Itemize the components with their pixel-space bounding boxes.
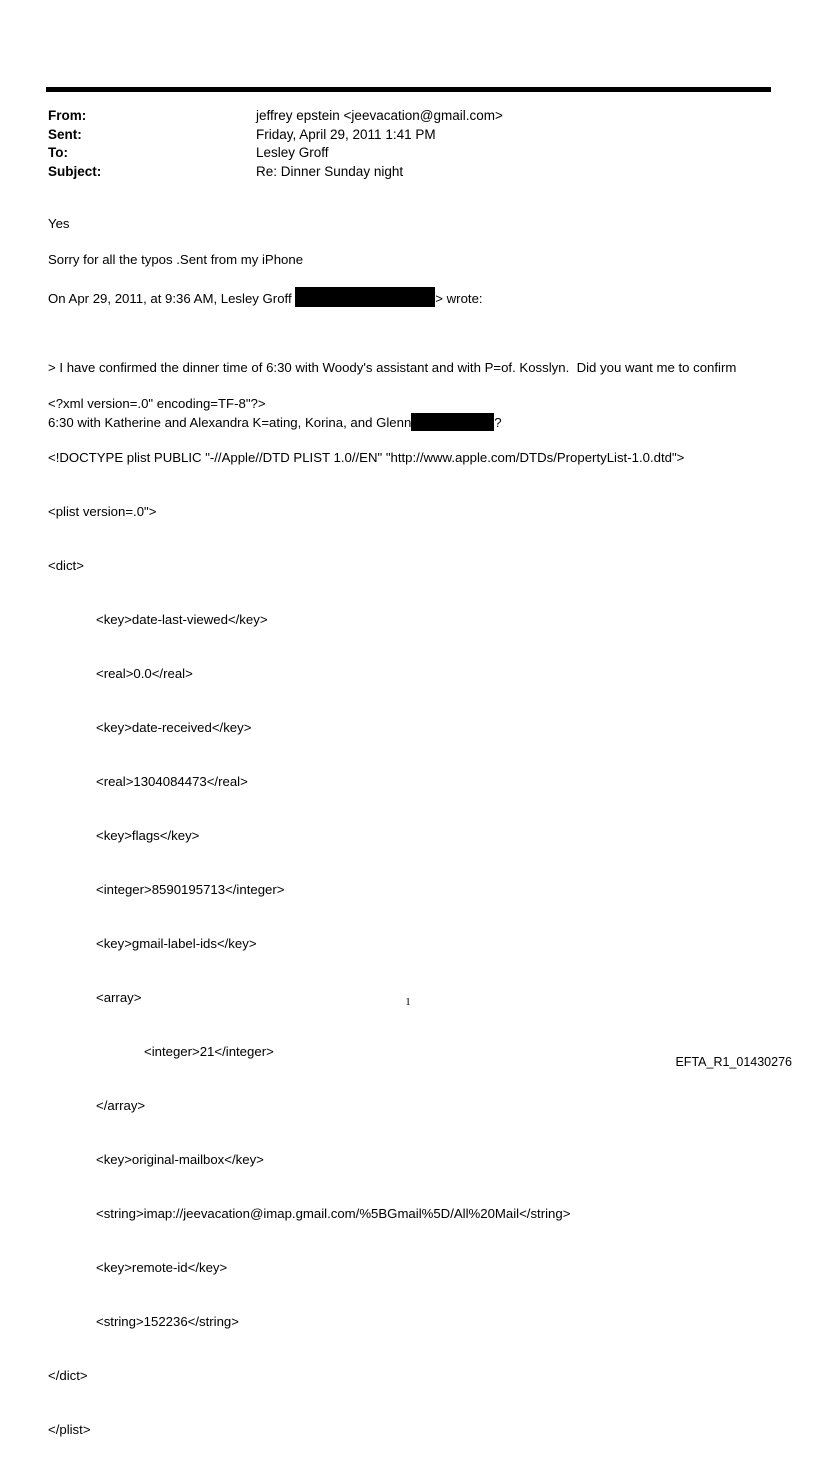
- plist-line: <key>date-received</key>: [96, 720, 252, 735]
- plist-line: <key>gmail-label-ids</key>: [96, 936, 257, 951]
- plist-line: </dict>: [48, 1368, 88, 1383]
- plist-line: <!DOCTYPE plist PUBLIC "-//Apple//DTD PLIST 1.0//EN" "http://www.apple.com/DTDs/PropertyList-1.0.dtd">: [48, 450, 685, 465]
- plist-line: <string>152236</string>: [96, 1314, 239, 1329]
- plist-line: <key>original-mailbox</key>: [96, 1152, 264, 1167]
- plist-line: <key>flags</key>: [96, 828, 200, 843]
- signature-text: Sorry for all the typos .Sent from my iPhone: [48, 252, 304, 267]
- plist-line: <plist version=.0">: [48, 504, 157, 519]
- plist-line: <?xml version=.0" encoding=TF-8"?>: [48, 396, 266, 411]
- plist-line: <key>date-last-viewed</key>: [96, 612, 268, 627]
- plist-block: [48, 359, 684, 1457]
- from-label: From:: [48, 108, 87, 123]
- sent-value: Friday, April 29, 2011 1:41 PM: [256, 126, 436, 142]
- subject-value: Re: Dinner Sunday night: [256, 163, 404, 179]
- plist-line: <real>1304084473</real>: [96, 774, 248, 789]
- redaction-box: [295, 287, 435, 307]
- subject-label: Subject:: [48, 163, 102, 179]
- from-row: [48, 107, 748, 126]
- header-divider: [46, 87, 771, 92]
- quoted-line: > I have confirmed the dinner time of 6:30 with Woody's assistant and with P=of. Kosslyn. Did you want me to confirm: [48, 360, 737, 375]
- plist-line: <real>0.0</real>: [96, 666, 193, 681]
- plist-line: </array>: [96, 1098, 146, 1113]
- quoted-line-2-end: ?: [494, 415, 502, 430]
- to-row: [48, 144, 748, 163]
- quote-intro: [48, 287, 483, 308]
- plist-line: <array>: [96, 990, 142, 1005]
- plist-line: </plist>: [48, 1422, 91, 1437]
- from-value: jeffrey epstein <jeevacation@gmail.com>: [256, 108, 503, 123]
- document-id: EFTA_R1_01430276: [675, 1055, 792, 1069]
- reply-text: Yes: [48, 216, 70, 231]
- to-label: To:: [48, 145, 68, 160]
- plist-line: <dict>: [48, 558, 84, 573]
- subject-row: [48, 163, 748, 182]
- quoted-line-2-start: 6:30 with Katherine and Alexandra K=ating, Korina, and Glenn: [48, 415, 412, 430]
- to-value: Lesley Groff: [256, 145, 329, 160]
- plist-line: <integer>21</integer>: [144, 1044, 274, 1059]
- plist-line: <string>imap://jeevacation@imap.gmail.com/%5BGmail%5D/All%20Mail</string>: [96, 1206, 571, 1221]
- quote-intro-start: On Apr 29, 2011, at 9:36 AM, Lesley Groff: [48, 291, 296, 306]
- plist-line: <key>remote-id</key>: [96, 1260, 228, 1275]
- page-number: 1: [405, 996, 411, 1008]
- quote-intro-end: > wrote:: [435, 291, 483, 306]
- sent-label: Sent:: [48, 126, 82, 142]
- email-header: [48, 107, 748, 181]
- plist-line: <integer>8590195713</integer>: [96, 882, 285, 897]
- sent-row: [48, 126, 748, 145]
